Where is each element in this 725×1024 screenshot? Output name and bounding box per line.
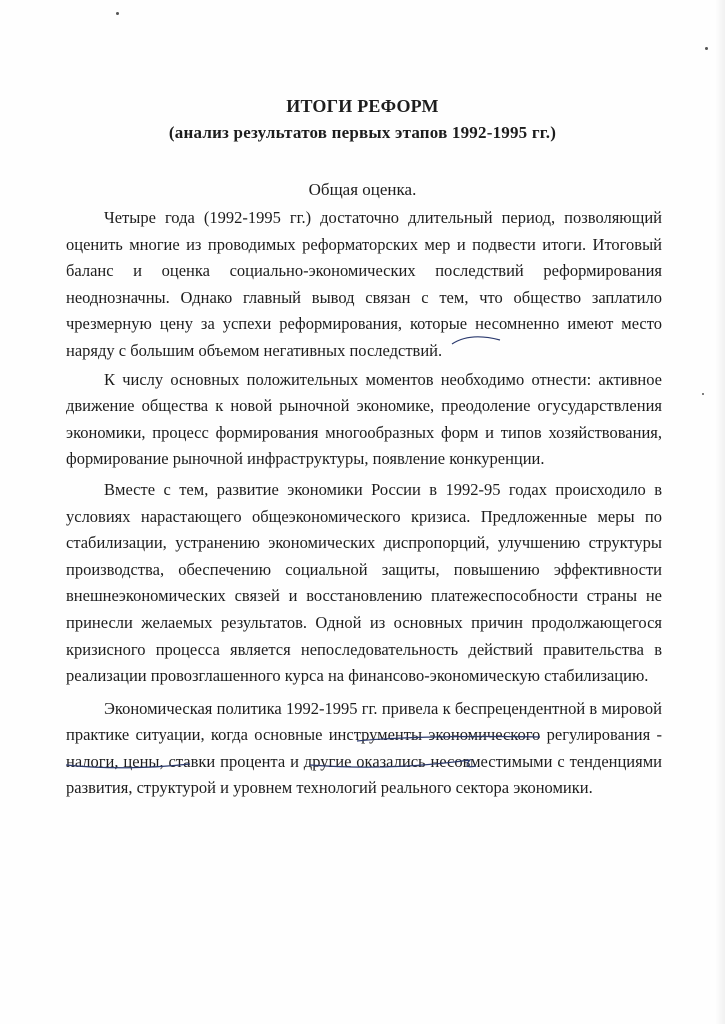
scan-shadow-edge (715, 0, 725, 1024)
paragraph-positive-aspects: К числу основных положительных моментов необходимо отнести: активное движение общества к новой рыночной экономике, преодоление огусударствления экономики, процесс формирования многообразных форм и типов хозяйствования, формирование рыночной инфраструктуры, появление конкуренции. (66, 369, 662, 469)
document-body (66, 205, 662, 802)
paragraph-crisis-conditions: Вместе с тем, развитие экономики России в 1992-95 годах происходило в условиях нарастающего общеэкономического кризиса. Предложенные меры по стабилизации, устранению экономических диспропорций, улучшению структуры производства, обеспечению социальной защиты, повышению эффективности внешнеэкономических связей и восстановлению платежеспособности страны не принесли желаемых результатов. Одной из основных причин продолжающегося кризисного процесса является непоследовательность действий правительства в реализации провозглашенного курса на финансово-экономическую стабилизацию. (66, 479, 662, 686)
dust-speck (702, 393, 704, 395)
dust-speck (116, 12, 119, 15)
paragraph-overall-assessment: Четыре года (1992-1995 гг.) достаточно длительный период, позволяющий оценить многие из проводимых реформаторских мер и подвести итоги. Итоговый баланс и оценка социально-экономических последствий реформирования неоднозначны. Однако главный вывод связан с тем, что общество заплатило чрезмерную цену за успехи реформирования, которые несомненно имеют место наряду с большим объемом негативных последствий. (66, 208, 662, 360)
section-heading: Общая оценка. (308, 180, 417, 199)
document-subtitle: (анализ результатов первых этапов 1992-1995 гг.) (168, 123, 557, 142)
dust-speck (705, 47, 708, 50)
paragraph-economic-policy: Экономическая политика 1992-1995 гг. привела к беспрецендентной в мировой практике ситуации, когда основные инструменты экономического регулирования - налоги, цены, ставки процента и другие оказались несовместимыми с тенденциями развития, структурой и уровнем технологий реального сектора экономики. (66, 698, 662, 798)
document-title: ИТОГИ РЕФОРМ (286, 96, 439, 116)
